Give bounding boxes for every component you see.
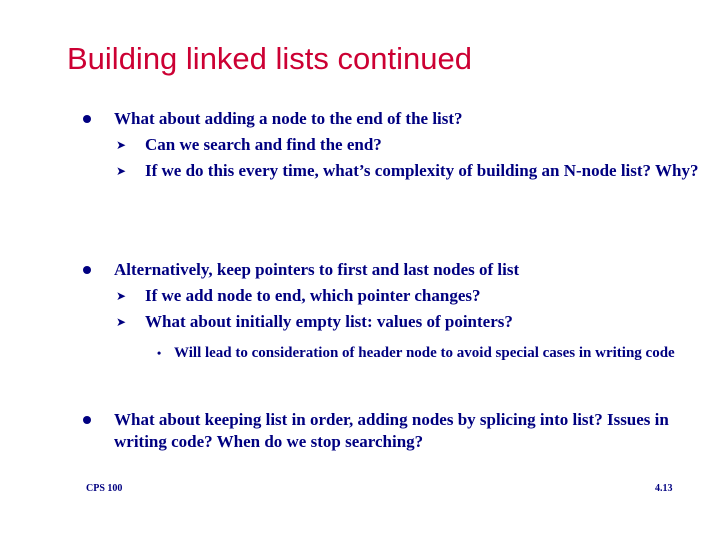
bullet-item: [0, 259, 704, 281]
sub-bullet-text: Can we search and find the end?: [145, 135, 382, 154]
bullet-dot-icon: [83, 416, 91, 424]
footer-slide-number: 4.13: [655, 483, 673, 494]
bullet-group-1: [0, 108, 720, 182]
small-bullet-icon: •: [157, 346, 162, 360]
arrowhead-bullet-icon: ➤: [116, 315, 127, 329]
arrowhead-bullet-icon: ➤: [116, 164, 127, 178]
bullet-group-3: [0, 409, 720, 453]
sub-bullet-text: If we add node to end, which pointer changes?: [145, 286, 481, 305]
bullet-item: [0, 409, 704, 453]
bullet-dot-icon: [83, 115, 91, 123]
bullet-text: What about keeping list in order, adding nodes by splicing into list? Issues in writing code? When do we stop searching?: [114, 410, 669, 451]
sub-sub-bullet-text: Will lead to consideration of header node to avoid special cases in writing code: [174, 345, 675, 361]
sub-bullet-text: If we do this every time, what’s complexity of building an N-node list? Why?: [145, 161, 699, 180]
sub-bullet-item: [0, 160, 705, 182]
arrowhead-bullet-icon: ➤: [116, 138, 127, 152]
bullet-group-2: [0, 259, 720, 363]
sub-sub-bullet-item: [0, 343, 684, 363]
bullet-text: What about adding a node to the end of the list?: [114, 109, 463, 128]
bullet-text: Alternatively, keep pointers to first and last nodes of list: [114, 260, 520, 279]
sub-bullet-item: [0, 285, 705, 307]
sub-bullet-item: [0, 134, 705, 156]
footer-course: CPS 100: [86, 483, 123, 494]
arrowhead-bullet-icon: ➤: [116, 289, 127, 303]
slide-title: Building linked lists continued: [67, 41, 472, 76]
sub-bullet-item: [0, 311, 705, 333]
bullet-dot-icon: [83, 266, 91, 274]
bullet-item: [0, 108, 704, 130]
sub-bullet-text: What about initially empty list: values of pointers?: [145, 312, 513, 331]
